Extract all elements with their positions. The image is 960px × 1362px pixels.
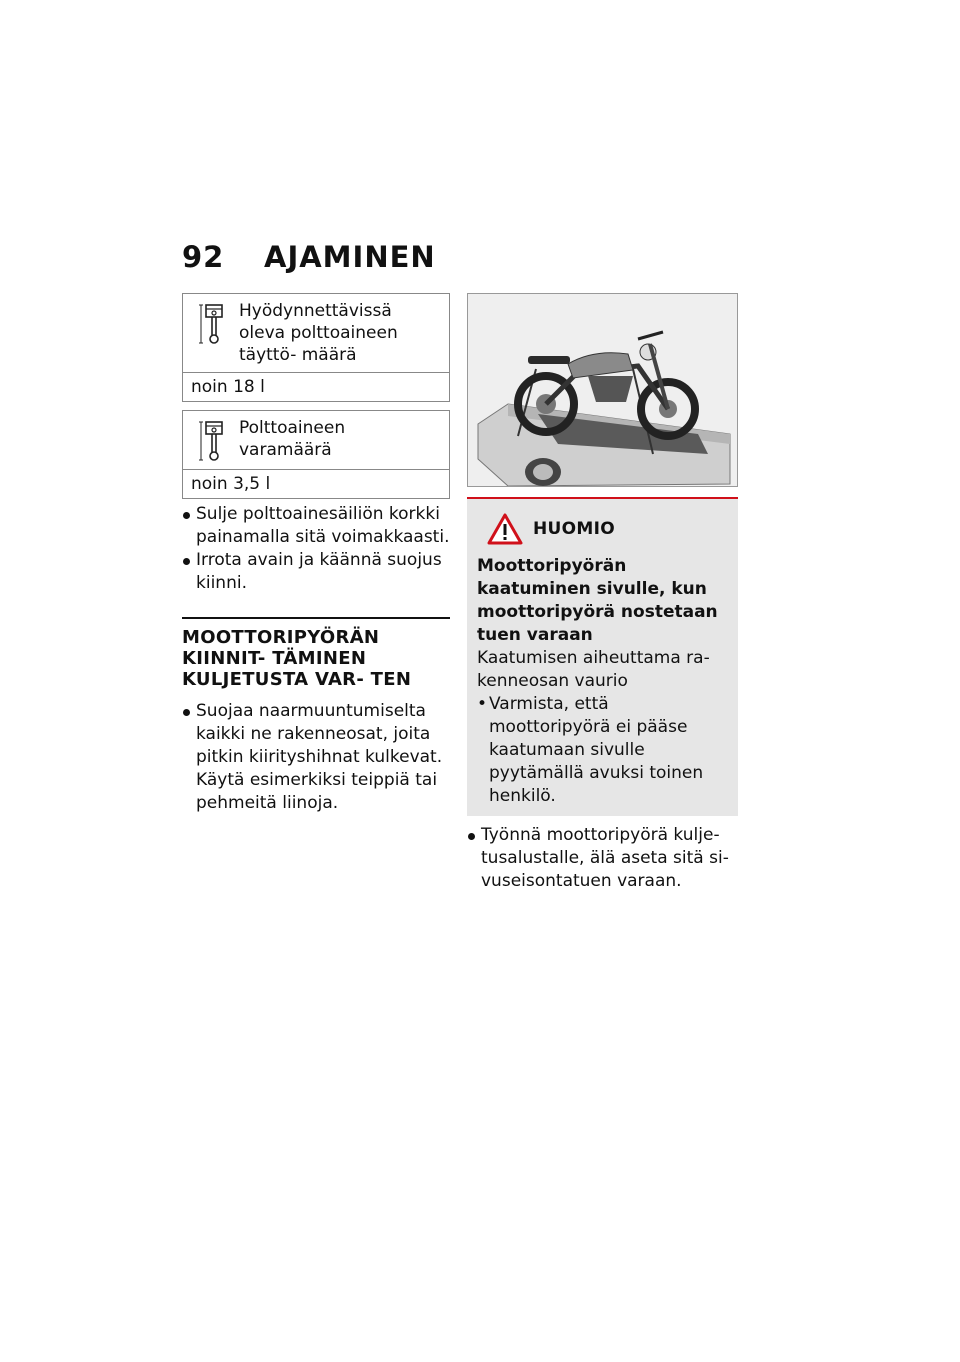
- spec-value: noin 18 l: [182, 373, 450, 402]
- left-column: [182, 293, 450, 815]
- page-number: 92: [182, 240, 225, 274]
- piston-icon: [197, 302, 231, 346]
- section-instruction-list: [182, 700, 450, 815]
- spec-label-row: [182, 411, 450, 470]
- notice-heading: Moottoripyörän kaatuminen sivulle, kun moottoripyörä nostetaan tuen varaan: [477, 556, 718, 645]
- spec-table-fuel-reserve: [182, 410, 450, 499]
- notice-signal-word: HUOMIO: [533, 519, 615, 539]
- chapter-title: AJAMINEN: [264, 240, 436, 274]
- notice-measures: [477, 693, 728, 808]
- section-divider: [182, 617, 450, 619]
- section-title: MOOTTORIPYÖRÄN KIINNIT- TÄMINEN KULJETUSTA VAR- TEN: [182, 627, 412, 690]
- right-instruction-list: [467, 824, 738, 893]
- list-item: Sulje polttoainesäiliön korkki painamalla sitä voimakkaasti.: [182, 503, 450, 549]
- spec-value: noin 3,5 l: [182, 470, 450, 499]
- notice-box: [467, 497, 738, 816]
- list-item: • Varmista, että moottoripyörä ei pääse kaatumaan sivulle pyytämällä avuksi toinen henkilö.: [477, 693, 728, 808]
- notice-header: [487, 513, 728, 545]
- spec-table-fuel-capacity: [182, 293, 450, 402]
- spec-label: Hyödynnettävissä oleva polttoaineen täyttö- määrä: [239, 301, 398, 365]
- piston-icon: [197, 419, 231, 463]
- list-item: Suojaa naarmuuntumiselta kaikki ne rakenneosat, joita pitkin kiirityshihnat kulkevat. Käytä esimerkiksi teippiä tai pehmeitä liinoja.: [182, 700, 450, 815]
- instruction-list: [182, 503, 450, 595]
- motorcycle-on-trailer-image: [467, 293, 738, 487]
- list-item: Irrota avain ja käännä suojus kiinni.: [182, 549, 450, 595]
- notice-consequence: Kaatumisen aiheuttama ra- kenneosan vaurio: [477, 648, 710, 691]
- warning-triangle-icon: [487, 513, 523, 545]
- right-column: [467, 293, 738, 893]
- spec-label: Polttoaineen varamäärä: [239, 418, 346, 460]
- list-item: Työnnä moottoripyörä kulje- tusalustalle, älä aseta sitä si- vuseisontatuen varaan.: [467, 824, 738, 893]
- spec-label-row: [182, 294, 450, 373]
